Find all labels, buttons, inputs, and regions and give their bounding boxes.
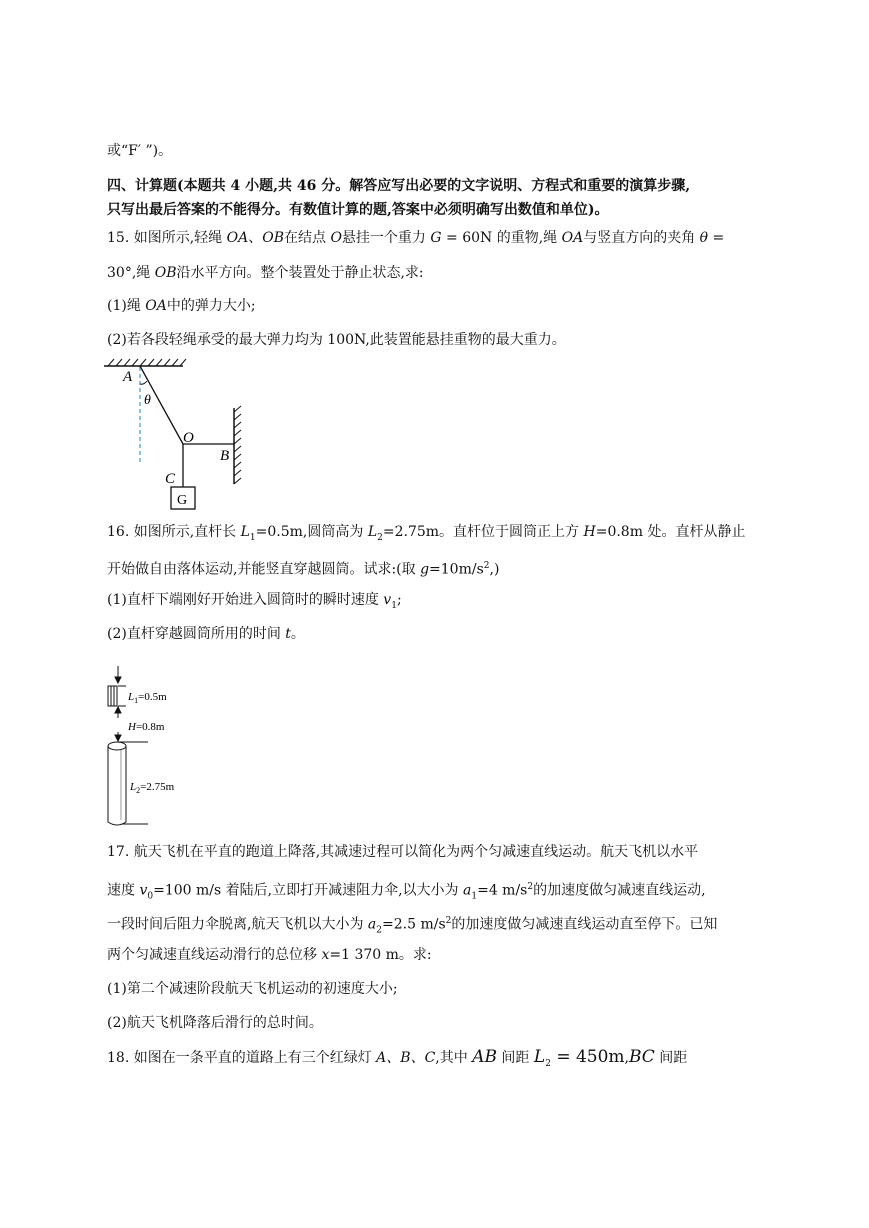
q17-line4: 两个匀减速直线运动滑行的总位移 x=1 370 m。求: [107,947,432,963]
q17-sub2: (2)航天飞机降落后滑行的总时间。 [107,1015,323,1031]
q15-sub2: (2)若各段轻绳承受的最大弹力均为 100N,此装置能悬挂重物的最大重力。 [107,332,566,348]
q18-line1: 18. 如图在一条平直的道路上有三个红绿灯 A、B、C,其中 AB 间距 $L_2 = 450m,BC$ 间距 [107,1047,688,1069]
q16-line1: 16. 如图所示,直杆长 $L_1=0.5m$,圆筒高为 $L_2=2.75m$。直杆位于圆筒正上方 H=0.8m 处。直杆从静止 [107,524,746,543]
label-o: O [183,430,194,446]
section-heading-line1: 四、计算题(本题共 4 小题,共 46 分。解答应写出必要的文字说明、方程式和重要的演算步骤, [107,178,691,194]
label-g: G [177,493,188,508]
q15-line2: 30°,绳 OB沿水平方向。整个装置处于静止状态,求: [107,265,424,281]
cylinder [108,746,126,825]
continuation-line: 或“F′ ”)。 [107,143,173,159]
ceiling [104,359,186,366]
rod [108,686,117,706]
q16-sub1: (1)直杆下端刚好开始进入圆筒时的瞬时速度 $v_1$; [107,592,402,611]
q15-figure [100,356,250,516]
q15-sub1: (1)绳 OA中的弹力大小; [107,298,256,314]
q15-line1: 15. 如图所示,轻绳 OA、OB在结点 O悬挂一个重力 G = 60N 的重物,绳 OA与竖直方向的夹角 θ = [107,230,725,246]
q16-figure [104,662,214,834]
label-l1: $L_1=0.5m$ [128,691,167,705]
label-h: H=0.8m [128,721,165,733]
q16-sub2: (2)直杆穿越圆筒所用的时间 t。 [107,626,305,642]
label-c: C [165,471,176,487]
section-heading-line2: 只写出最后答案的不能得分。有数值计算的题,答案中必须明确写出数值和单位)。 [107,202,609,218]
label-b: B [220,448,230,464]
label-a: A [123,369,133,385]
q16-line2: 开始做自由落体运动,并能竖直穿越圆筒。试求:(取 $g=10m/s^2$,) [107,561,500,578]
q17-line3: 一段时间后阻力伞脱离,航天飞机以大小为 $a_2=2.5$ $m/s^2$的加速度做匀减速直线运动直至停下。已知 [107,916,718,936]
q17-sub1: (1)第二个减速阶段航天飞机运动的初速度大小; [107,981,398,997]
wall [234,406,241,484]
q17-line1: 17. 航天飞机在平直的跑道上降落,其减速过程可以简化为两个匀减速直线运动。航天飞机以水平 [107,844,699,860]
angle-arc [140,381,147,384]
label-l2: $L_2=2.75m$ [130,781,175,795]
q17-line2: 速度 $v_0=100$ m/s 着陆后,立即打开减速阻力伞,以大小为 $a_1=4$ $m/s^2$的加速度做匀减速直线运动, [107,882,706,902]
label-theta: θ [144,393,151,408]
